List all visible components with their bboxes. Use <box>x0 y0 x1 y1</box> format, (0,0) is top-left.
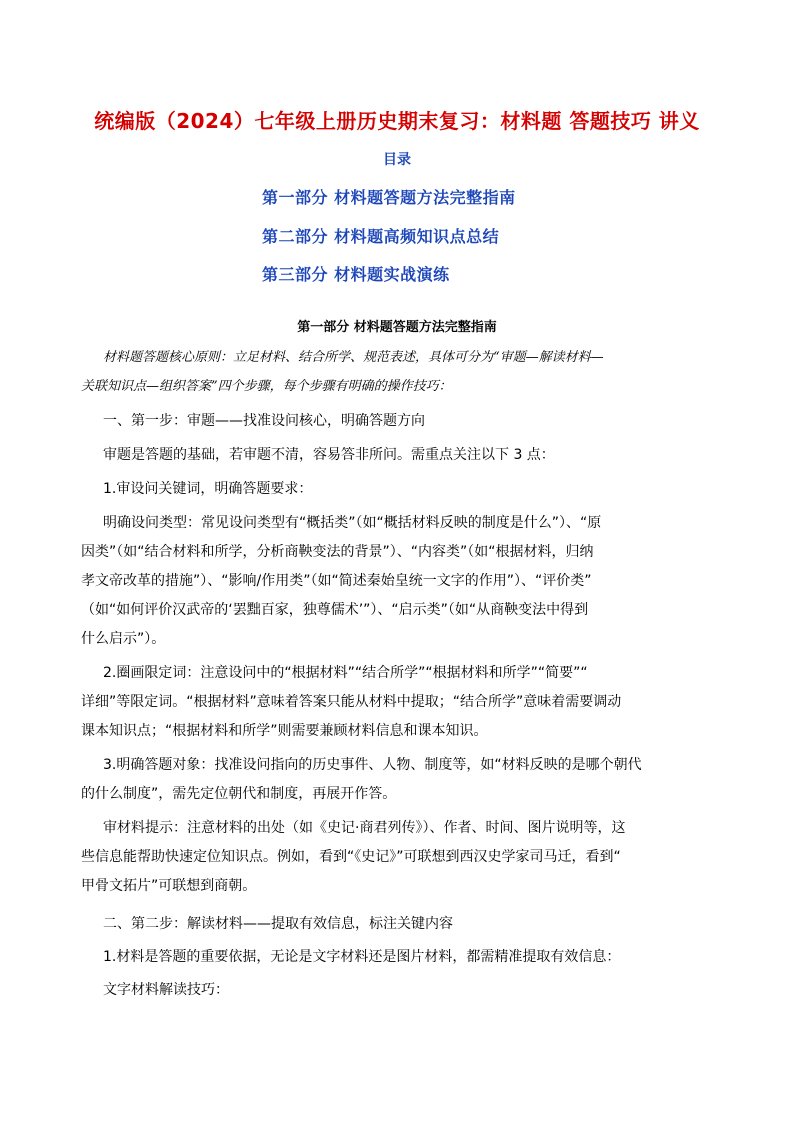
step1-desc: 审题是答题的基础，若审题不清，容易答非所问。需重点关注以下 3 点： <box>103 447 555 463</box>
body-line: 什么启示”）。 <box>81 631 166 647</box>
body-line: 课本知识点；“根据材料和所学”则需要兼顾材料信息和课本知识。 <box>81 723 488 739</box>
intro-line: 关联知识点—组织答案”四个步骤，每个步骤有明确的操作技巧： <box>81 379 452 394</box>
body-line: 文字材料解读技巧： <box>103 982 229 998</box>
body-line: 审材料提示：注意材料的出处（如《史记·商君列传》）、作者、时间、图片说明等，这 <box>103 820 626 836</box>
toc-item-part1[interactable]: 第一部分 材料题答题方法完整指南 <box>262 188 516 207</box>
document-title: 统编版（2024）七年级上册历史期末复习：材料题 答题技巧 讲义 <box>94 109 700 133</box>
body-line: 的什么制度”，需先定位朝代和制度，再展开作答。 <box>81 786 397 802</box>
body-line: （如“如何评价汉武帝的‘罢黜百家，独尊儒术’”）、“启示类”（如“从商鞅变法中得到 <box>81 602 589 618</box>
toc-item-part2[interactable]: 第二部分 材料题高频知识点总结 <box>262 227 500 246</box>
body-line: 1.材料是答题的重要依据，无论是文字材料还是图片材料，都需精准提取有效信息： <box>103 949 621 965</box>
step2-heading: 二、第二步：解读材料——提取有效信息，标注关键内容 <box>103 916 453 932</box>
body-line: 详细”等限定词。“根据材料”意味着答案只能从材料中提取；“结合所学”意味着需要调动 <box>81 694 622 710</box>
toc-heading: 目录 <box>383 152 411 168</box>
body-line: 孝文帝改革的措施”）、“影响/作用类”（如“简述秦始皇统一文字的作用”）、“评价类” <box>81 573 592 589</box>
toc-item-part3[interactable]: 第三部分 材料题实战演练 <box>262 265 450 284</box>
body-line: 甲骨文拓片”可联想到商朝。 <box>81 878 257 894</box>
body-line: 明确设问类型：常见设问类型有“概括类”（如“概括材料反映的制度是什么”）、“原 <box>103 515 602 531</box>
section-heading: 第一部分 材料题答题方法完整指南 <box>297 320 497 335</box>
intro-line: 材料题答题核心原则：立足材料、结合所学、规范表述，具体可分为“审题—解读材料— <box>103 350 604 365</box>
body-line: 2.圈画限定词：注意设问中的“根据材料”“结合所学”“根据材料和所学”“简要”“ <box>103 665 588 681</box>
body-line: 3.明确答题对象：找准设问指向的历史事件、人物、制度等，如“材料反映的是哪个朝代 <box>103 757 642 773</box>
point1-heading: 1.审设问关键词，明确答题要求： <box>103 481 313 497</box>
body-line: 些信息能帮助快速定位知识点。例如，看到“《史记》”可联想到西汉史学家司马迁，看到“ <box>81 849 621 865</box>
step1-heading: 一、第一步：审题——找准设问核心，明确答题方向 <box>103 413 425 429</box>
body-line: 因类”（如“结合材料和所学，分析商鞅变法的背景”）、“内容类”（如“根据材料，归纳 <box>81 544 594 560</box>
